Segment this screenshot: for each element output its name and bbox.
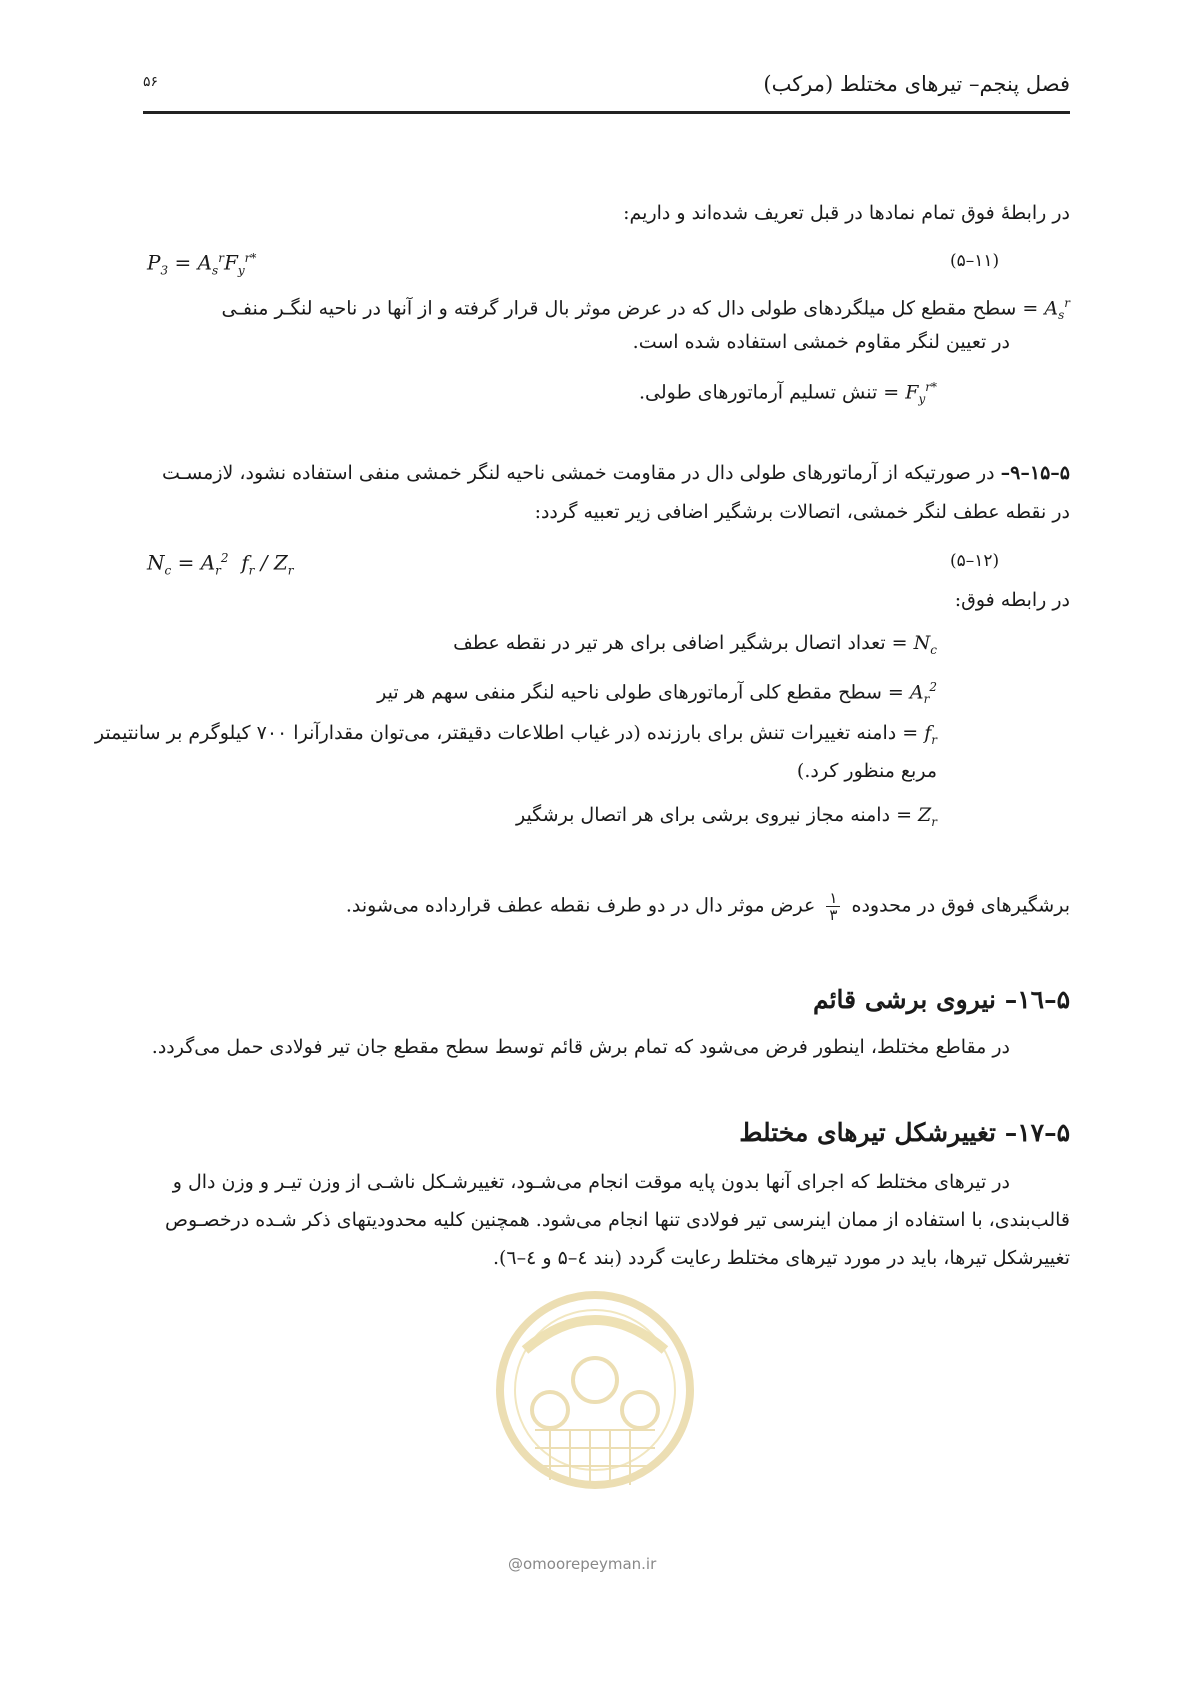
definition-fr-line2: مربع منظور کرد.) xyxy=(796,760,937,782)
symbol-fr: $f_r$ xyxy=(924,722,937,747)
section-17-line3: تغییرشکل تیرها، باید در مورد تیرهای مختلط رعایت گردد (بند ٤–۵ و ٤–٦). xyxy=(492,1247,1070,1269)
paragraph-where: در رابطه فوق: xyxy=(954,589,1070,611)
symbol-Nc: $N_c$ xyxy=(913,632,937,657)
symbol-Ar: $A_r^2$ xyxy=(909,680,937,707)
page-number: ۵۶ xyxy=(143,74,159,90)
section-17-line1: در تیرهای مختلط که اجرای آنها بدون پایه موقت انجام می‌شـود، تغییرشـکل ناشـی از وزن تیـر و وزن دال و xyxy=(172,1171,1010,1193)
definition-Zr: $Z_r$ = دامنه مجاز نیروی برشی برای هر اتصال برشگیر xyxy=(516,800,937,837)
section-16-text: در مقاطع مختلط، اینطور فرض می‌شود که تمام برش قائم توسط سطح مقطع جان تیر فولادی حمل می‌گردد. xyxy=(151,1036,1010,1058)
paragraph-5-15-9-line1: ۵–۱۵–۹– در صورتیکه از آرماتورهای طولی دال در مقاومت خمشی ناحیه لنگر خمشی منفی استفاده نشود، لازمسـت xyxy=(161,462,1070,484)
equation-12-number: (۱۲–۵) xyxy=(950,551,1000,571)
definition-As-text: = سطح مقطع کل میلگردهای طولی دال که در عرض موثر بال قرار گرفته و از آنها در ناحیه لنگـر منفـی xyxy=(221,297,1039,320)
intro-paragraph: در رابطهٔ فوق تمام نمادها در قبل تعریف شده‌اند و داریم: xyxy=(623,202,1070,224)
watermark-site: @omoorepeyman.ir xyxy=(508,1555,657,1573)
definition-As-line2: در تعیین لنگر مقاوم خمشی استفاده شده است. xyxy=(632,331,1010,353)
paragraph-shear-connector-range: برشگیرهای فوق در محدوده $\frac{۱}{۳}$ عرض موثر دال در دو طرف نقطه عطف قرارداده می‌شوند. xyxy=(345,889,1070,924)
symbol-As: $A_s^r$ xyxy=(1044,296,1070,323)
paragraph-5-15-9-line2: در نقطه عطف لنگر خمشی، اتصالات برشگیر اضافی زیر تعبیه گردد: xyxy=(534,501,1070,523)
fraction-one-third: $\frac{۱}{۳}$ xyxy=(826,890,840,923)
definition-Fy: $F_y^{r*}$ = تنش تسلیم آرماتورهای طولی. xyxy=(639,372,937,414)
section-17-line2: قالب‌بندی، با استفاده از ممان اینرسی تیر فولادی تنها انجام می‌شود. همچنین کلیه محدودیتهای ذکر شـده درخصـوص xyxy=(164,1209,1070,1231)
watermark-logo xyxy=(490,1280,700,1550)
paragraph-label: ۵–۱۵–۹– xyxy=(1000,462,1070,484)
section-16-heading: ۵–۱٦– نیروی برشی قائم xyxy=(812,985,1070,1014)
header-rule xyxy=(143,111,1070,114)
definition-Nc: $N_c$ = تعداد اتصال برشگیر اضافی برای هر تیر در نقطه عطف xyxy=(453,628,937,665)
equation-11: $P_3 = A_s^rF_y^{r*}$ xyxy=(147,250,257,278)
equation-12: $N_c = A_r^2$ $f_r / Z_r$ xyxy=(147,550,294,578)
section-17-heading: ۵–۱۷– تغییرشکل تیرهای مختلط xyxy=(739,1118,1070,1147)
running-header-title: فصل پنجم– تیرهای مختلط (مرکب) xyxy=(763,72,1070,96)
definition-fr-line1: $f_r$ = دامنه تغییرات تنش برای بارزنده (در غیاب اطلاعات دقیقتر، می‌توان مقدارآنرا ۷۰۰ کیلوگرم بر سانتیمتر xyxy=(145,718,937,755)
definition-Ar: $A_r^2$ = سطح مقطع کلی آرماتورهای طولی ناحیه لنگر منفی سهم هر تیر xyxy=(377,672,937,714)
definition-As-line1 xyxy=(222,288,1071,330)
symbol-Fy: $F_y^{r*}$ xyxy=(905,380,937,407)
symbol-Zr: $Z_r$ xyxy=(918,804,937,829)
equation-11-number: (۱۱–۵) xyxy=(950,251,1000,271)
